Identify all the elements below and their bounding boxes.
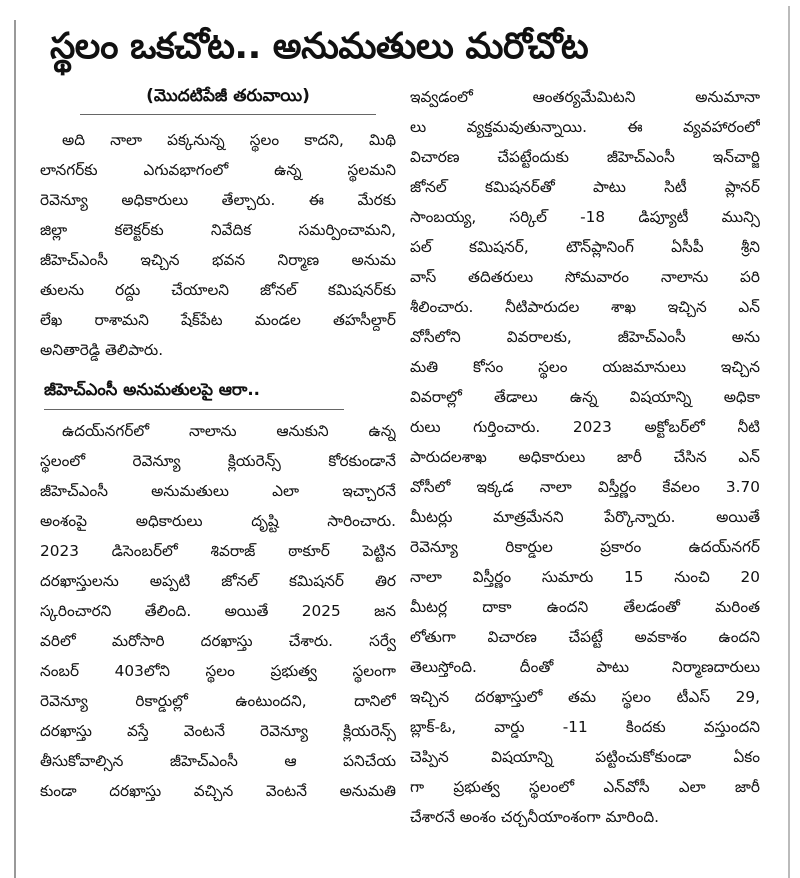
text-line: 2023 డిసెంబర్‌లో శివరాజ్ ఠాకూర్ పెట్టిన — [40, 542, 396, 560]
text-line: వోసీలోని వివరాలకు, జీహెచ్‌ఎంసీ అను — [410, 328, 760, 346]
paragraph-1 — [40, 125, 396, 365]
text-line: సాంబయ్య, సర్కిల్ -18 డిప్యూటీ మున్సి — [410, 208, 760, 226]
text-line: ఉదయ్‌నగర్‌లో నాలాను ఆనుకుని ఉన్న — [62, 422, 396, 440]
text-line: వాస్ తదితరులు సోమవారం నాలాను పరి — [410, 268, 760, 286]
text-line: లానగర్‌కు ఎగువభాగంలో ఉన్న స్థలమని — [40, 161, 396, 179]
right-column — [410, 82, 760, 832]
subheading: జీహెచ్‌ఎంసీ అనుమతులపై ఆరా.. — [44, 375, 344, 410]
text-line: రెవెన్యూ అధికారులు తేల్చారు. ఈ మేరకు — [40, 191, 396, 209]
text-line: జోనల్ కమిషనర్‌తో పాటు సిటీ ప్లానర్ — [410, 178, 760, 196]
text-line: రెవెన్యూ రికార్డుల్లో ఉంటుందని, దానిలో — [40, 692, 396, 710]
text-line: స్కరించారని తేలింది. అయితే 2025 జన — [40, 602, 396, 620]
text-line: జీహెచ్‌ఎంసీ అనుమతులు ఎలా ఇచ్చారనే — [40, 482, 396, 500]
continued-from-label: (మొదటిపేజీ తరువాయి) — [80, 82, 376, 115]
article-headline: స్థలం ఒకచోట.. అనుమతులు మరోచోట — [50, 26, 589, 67]
text-line: లేఖ రాశామని షేక్‌పేట మండల తహసీల్దార్ — [40, 311, 396, 329]
paragraph-2 — [40, 416, 396, 806]
column-divider-right — [788, 6, 790, 878]
text-line: ఇచ్చిన దరఖాస్తులో తమ స్థలం టీఎస్ 29, — [410, 688, 760, 706]
text-line: మీటర్లు మాత్రమేనని పేర్కొన్నారు. అయితే — [410, 508, 760, 526]
text-line: నాలా విస్తీర్ణం సుమారు 15 నుంచి 20 — [410, 568, 760, 586]
text-line: కుండా దరఖాస్తు వచ్చిన వెంటనే అనుమతి — [40, 782, 396, 800]
text-line: రులు గుర్తించారు. 2023 అక్టోబర్‌లో నీటి — [410, 418, 760, 436]
text-line: పారుదలశాఖ అధికారులు జారీ చేసిన ఎన్ — [410, 448, 760, 466]
text-line: తీసుకోవాల్సిన జీహెచ్‌ఎంసీ ఆ పనిచేయ — [40, 752, 396, 770]
text-line: మీటర్ల దాకా ఉందని తేలడంతో మరింత — [410, 598, 760, 616]
text-line: లు వ్యక్తమవుతున్నాయి. ఈ వ్యవహారంలో — [410, 118, 760, 136]
text-line: తులను రద్దు చేయాలని జోనల్ కమిషనర్‌కు — [40, 281, 396, 299]
text-line: దరఖాస్తులను అప్పటి జోనల్ కమిషనర్ తిర — [40, 572, 396, 590]
text-line: తెలుస్తోంది. దీంతో పాటు నిర్మాణదారులు — [410, 658, 760, 676]
text-line: స్థలంలో రెవెన్యూ క్లియరెన్స్ కోరకుండానే — [40, 452, 396, 470]
text-line: అది నాలా పక్కనున్న స్థలం కాదని, మిథి — [62, 131, 396, 149]
text-line: వోసీలో ఇక్కడ నాలా విస్తీర్ణం కేవలం 3.70 — [410, 478, 760, 496]
text-line: రెవెన్యూ రికార్డుల ప్రకారం ఉదయ్‌నగర్ — [410, 538, 760, 556]
text-line: దరఖాస్తు వస్తే వెంటనే రెవెన్యూ క్లియరెన్స్ — [40, 722, 396, 740]
text-line: లోతుగా విచారణ చేపట్టే అవకాశం ఉందని — [410, 628, 760, 646]
text-line: జిల్లా కలెక్టర్‌కు నివేదిక సమర్పించామని, — [40, 221, 396, 239]
text-line: బ్లాక్-ఓ, వార్డు -11 కిందకు వస్తుందని — [410, 718, 760, 736]
text-line: చెప్పిన విషయాన్ని పట్టించుకోకుండా ఏకం — [410, 748, 760, 766]
text-line: ఇవ్వడంలో ఆంతర్యమేమిటని అనుమానా — [410, 88, 760, 106]
article-body — [40, 82, 770, 832]
left-column — [40, 82, 396, 832]
text-line: అంశంపై అధికారులు దృష్టి సారించారు. — [40, 512, 396, 530]
text-line: వివరాల్లో తేడాలు ఉన్న విషయాన్ని అధికా — [410, 388, 760, 406]
column-divider-left — [14, 20, 16, 878]
text-line: విచారణ చేపట్టేందుకు జీహెచ్‌ఎంసీ ఇన్‌చార్జి — [410, 148, 760, 166]
text-line: జీహెచ్‌ఎంసీ ఇచ్చిన భవన నిర్మాణ అనుమ — [40, 251, 396, 269]
text-line: చేశారనే అంశం చర్చనీయాంశంగా మారింది. — [410, 808, 660, 826]
text-line: శీలించారు. నీటిపారుదల శాఖ ఇచ్చిన ఎన్ — [410, 298, 760, 316]
text-line: నంబర్ 403లోని స్థలం ప్రభుత్వ స్థలంగా — [40, 662, 396, 680]
text-line: పల్ కమిషనర్, టౌన్‌ప్లానింగ్ ఏసీపీ శ్రీని — [410, 238, 760, 256]
text-line: అనితారెడ్డి తెలిపారు. — [40, 341, 164, 359]
text-line: గా ప్రభుత్వ స్థలంలో ఎన్‌వోసీ ఎలా జారీ — [410, 778, 760, 796]
text-line: మతి కోసం స్థలం యజమానులు ఇచ్చిన — [410, 358, 760, 376]
text-line: వరిలో మరోసారి దరఖాస్తు చేశారు. సర్వే — [40, 632, 396, 650]
